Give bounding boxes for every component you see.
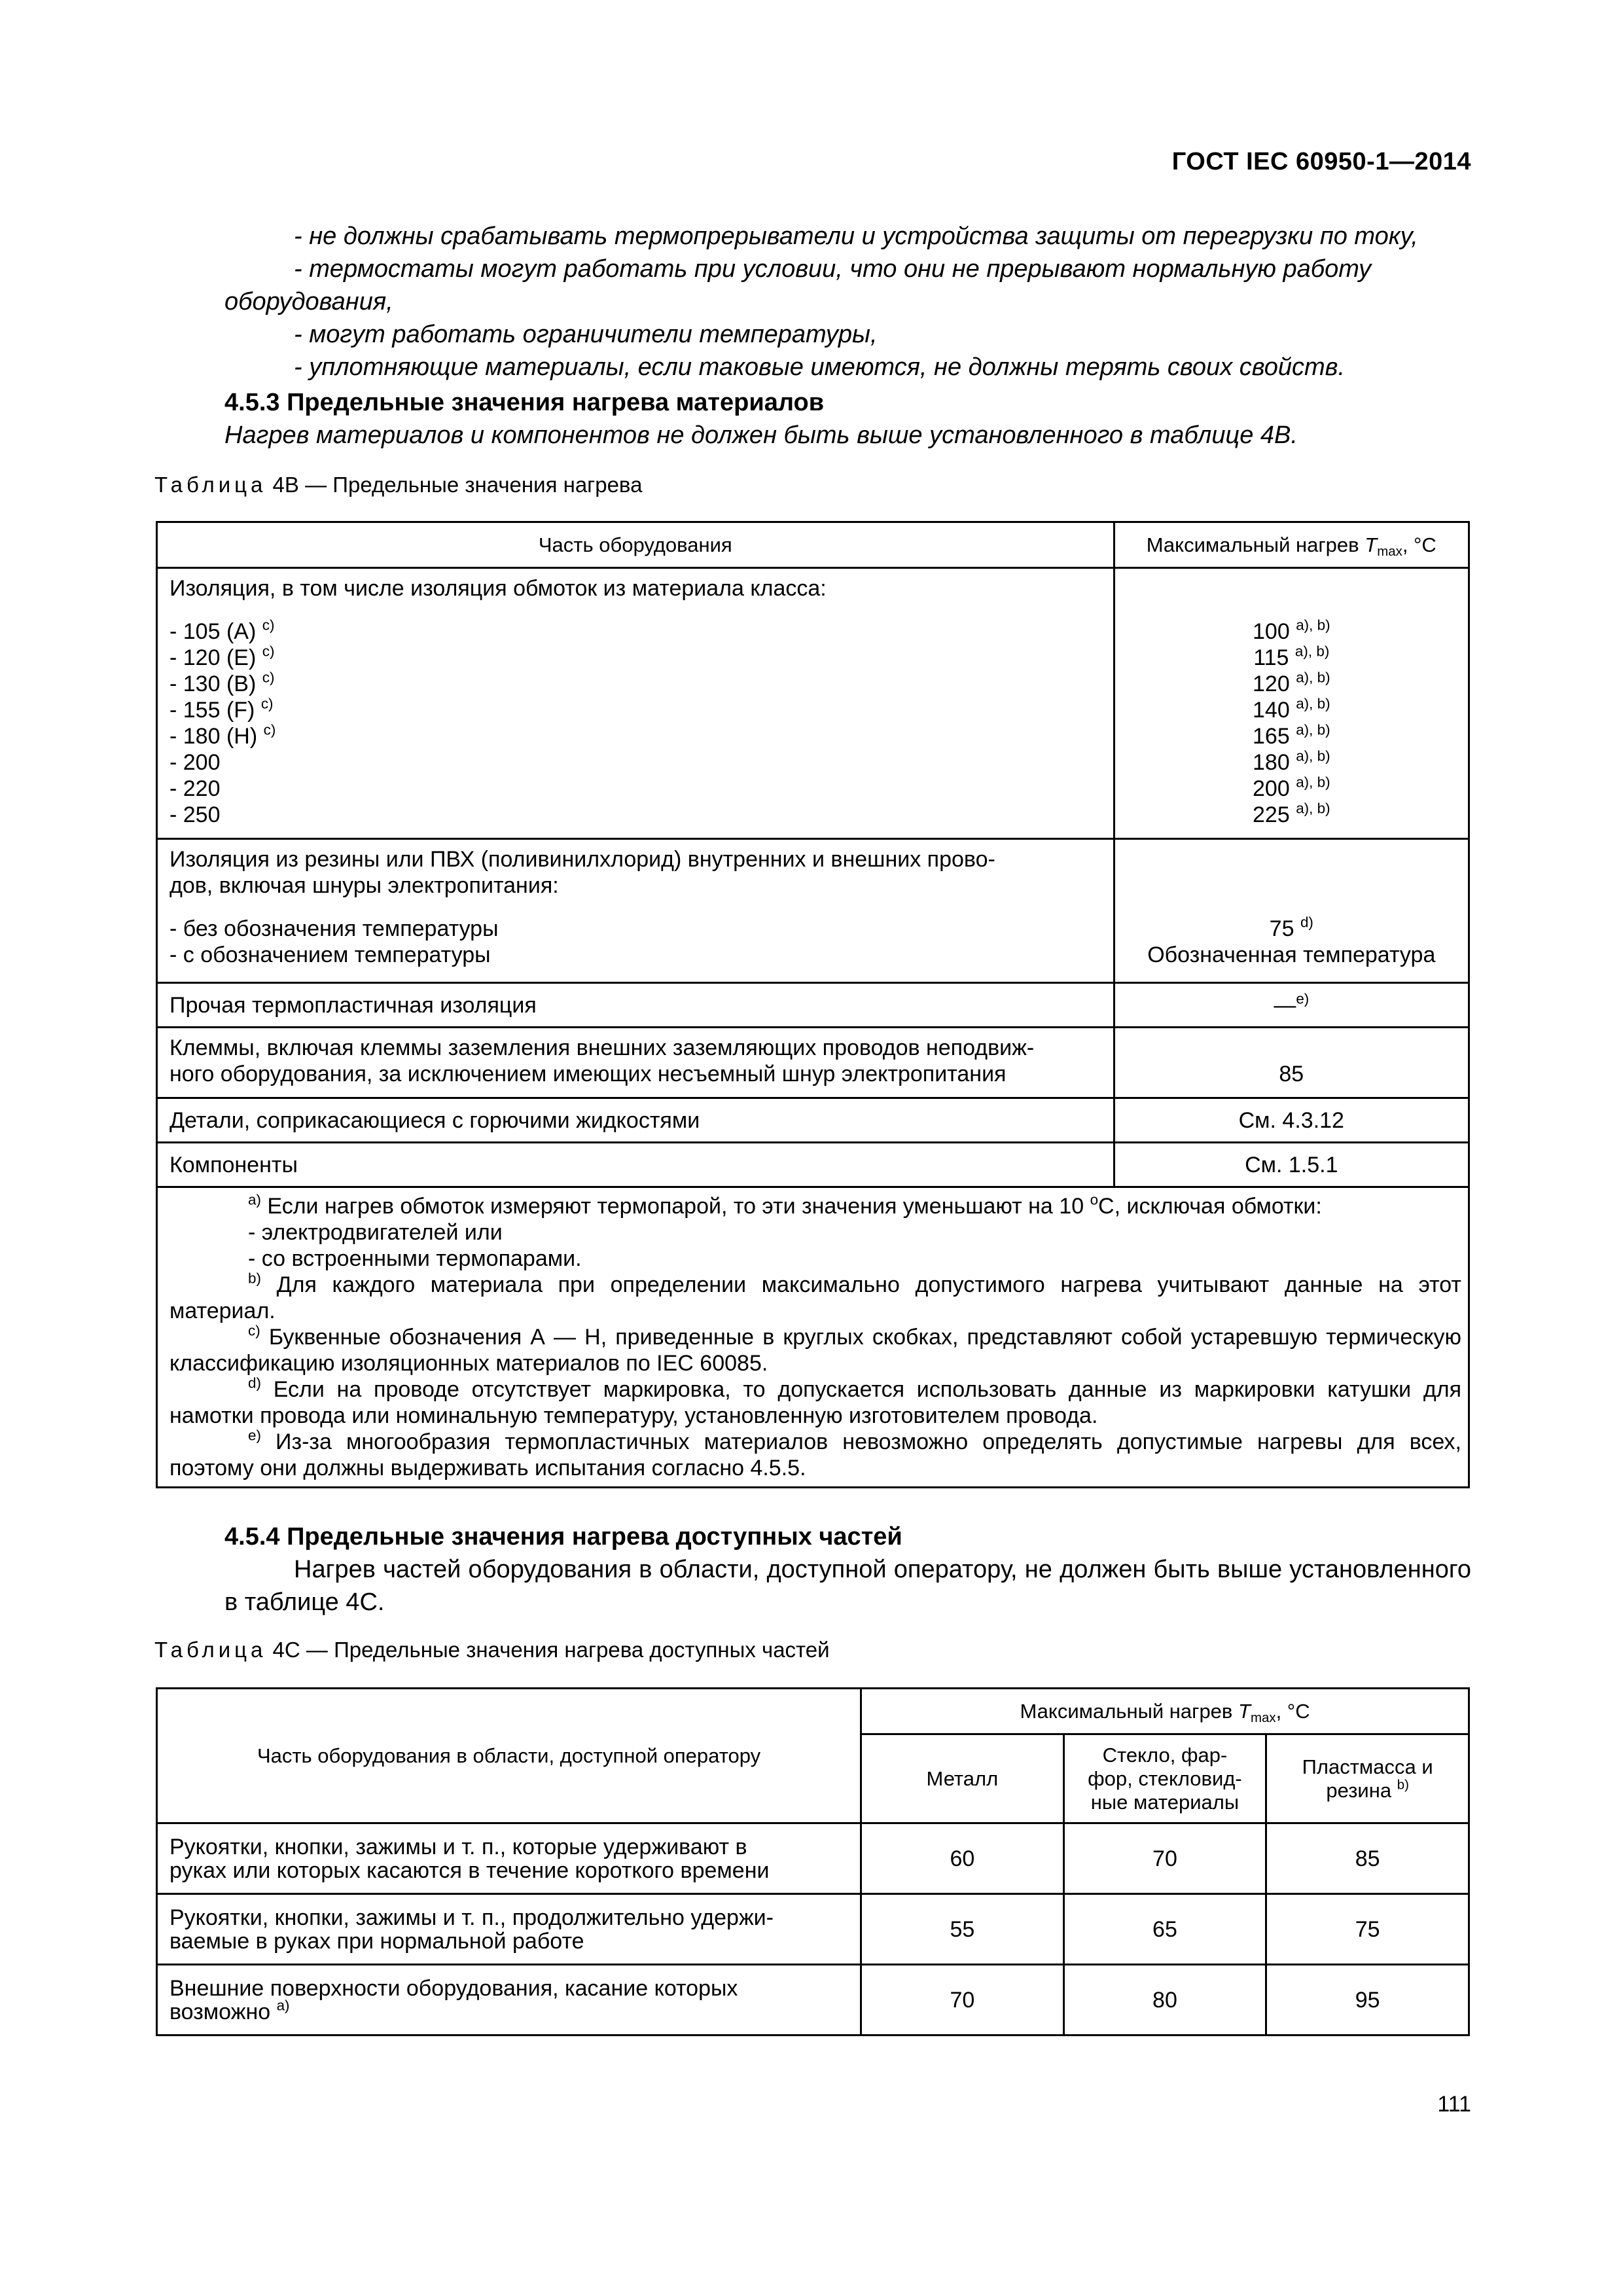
table-row: [157, 568, 1469, 839]
row-title: дов, включая шнуры электропитания:: [169, 873, 559, 898]
class-item: - 120 (E) $^{c)}$: [169, 643, 275, 670]
intro-list: [224, 220, 1471, 384]
column-header: Часть оборудования: [157, 522, 1115, 568]
column-group-header: Максимальный нагрев $T_{max}$, °C: [861, 1689, 1469, 1734]
cell-glass: 65: [1063, 1894, 1266, 1965]
caption-word: Таблица: [154, 1638, 267, 1662]
value: Обозначенная температура: [1147, 942, 1436, 967]
cell-insulation-values: [1114, 568, 1469, 839]
cell-insulation-classes: [157, 568, 1115, 839]
footnote-e: $^{e)}$ Из-за многообразия термопластичных материалов невозможно определять допустимые нагревы для всех, поэтому они должны выдерживать испытания согласно 4.5.5.: [169, 1427, 1461, 1480]
cell-plastic: 95: [1266, 1965, 1469, 2036]
table-row: [157, 1028, 1469, 1098]
table-row: [157, 839, 1469, 983]
footnote-b: $^{b)}$ Для каждого материала при определении максимально допустимого нагрева учитывают данные на этот материал.: [169, 1270, 1461, 1323]
class-item: - 155 (F) $^{c)}$: [169, 695, 274, 723]
table-row: [157, 1894, 1469, 1965]
section-4-5-4: [224, 1520, 1471, 1619]
cell-metal: 55: [861, 1894, 1064, 1965]
value: 75 $^{d)}$: [1269, 914, 1313, 941]
column-header: Максимальный нагрев $T_{max}$, °C: [1114, 522, 1469, 568]
cell-value: —$^{e)}$: [1114, 983, 1469, 1028]
table-row: [157, 983, 1469, 1028]
section-title: 4.5.4 Предельные значения нагрева доступных частей: [224, 1523, 902, 1551]
cell-metal: 60: [861, 1823, 1064, 1894]
class-item: - 200: [169, 750, 221, 775]
cell-metal: 70: [861, 1965, 1064, 2036]
class-item: - 220: [169, 776, 221, 801]
table-4b: [156, 521, 1470, 1488]
cell-label: Клеммы, включая клеммы заземления внешних заземляющих проводов неподвиж- ного оборудования, за исключением имеющих несъемный шнур электропитания: [157, 1028, 1115, 1098]
table-header-row: [157, 522, 1469, 568]
class-value: 225 $^{a), b)}$: [1253, 800, 1330, 827]
table-row: [157, 1965, 1469, 2036]
caption-text: 4В — Предельные значения нагрева: [266, 473, 643, 497]
row-title: Изоляция, в том числе изоляция обмоток из материала класса:: [169, 576, 827, 601]
cell-label: Внешние поверхности оборудования, касание которых возможно $^{a)}$: [157, 1965, 861, 2036]
class-item: - 250: [169, 802, 221, 827]
footnote-a: $^{a)}$ Если нагрев обмоток измеряют термопарой, то эти значения уменьшают на 10 $^o$С, исключая обмотки:: [248, 1191, 1322, 1219]
intro-item-cont: оборудования,: [224, 288, 393, 315]
class-item: - 105 (A) $^{c)}$: [169, 617, 275, 644]
class-value: 100 $^{a), b)}$: [1253, 617, 1330, 644]
table-footnotes: [157, 1187, 1469, 1488]
column-header: Металл: [861, 1734, 1064, 1823]
table-4b-caption: [154, 473, 642, 497]
footnote-d: $^{d)}$ Если на проводе отсутствует маркировка, то допускается использовать данные из маркировки катушки для намотки провода или номинальную температуру, установленную изготовителем провода.: [169, 1374, 1461, 1428]
row-title: Изоляция из резины или ПВХ (поливинилхлорид) внутренних и внешних прово-: [169, 847, 995, 872]
table-header-row: [157, 1689, 1469, 1734]
list-item: - с обозначением температуры: [169, 942, 491, 967]
caption-word: Таблица: [154, 473, 267, 497]
section-4-5-3: [224, 386, 1471, 452]
class-value: 120 $^{a), b)}$: [1253, 669, 1330, 696]
cell-label: Компоненты: [157, 1143, 1115, 1187]
page-number: 111: [1437, 2092, 1471, 2117]
class-value: 200 $^{a), b)}$: [1253, 774, 1330, 801]
footnote-c: $^{c)}$ Буквенные обозначения А — Н, приведенные в круглых скобках, представляют собой устаревшую термическую классификацию изоляционных материалов по IEC 60085.: [169, 1322, 1461, 1376]
intro-item: - термостаты могут работать при условии, что они не прерывают нормальную работу: [294, 255, 1372, 283]
cell-label: Рукоятки, кнопки, зажимы и т. п., которые удерживают в руках или которых касаются в течение короткого времени: [157, 1823, 861, 1894]
cell-value: См. 4.3.12: [1114, 1098, 1469, 1143]
cell-glass: 80: [1063, 1965, 1266, 2036]
section-text: Нагрев частей оборудования в области, доступной оператору, не должен быть выше установленного в таблице 4C.: [224, 1556, 1471, 1616]
table-footnotes-row: [157, 1187, 1469, 1488]
list-item: - без обозначения температуры: [169, 916, 499, 941]
cell-value: 85: [1114, 1028, 1469, 1098]
intro-item: - не должны срабатывать термопрерыватели и устройства защиты от перегрузки по току,: [294, 223, 1418, 250]
class-item: - 180 (H) $^{c)}$: [169, 721, 276, 749]
cell-rubber-pvc-values: [1114, 839, 1469, 983]
caption-text: 4C — Предельные значения нагрева доступных частей: [266, 1638, 830, 1662]
class-value: 165 $^{a), b)}$: [1253, 721, 1330, 749]
class-value: 180 $^{a), b)}$: [1253, 747, 1330, 775]
column-header: Стекло, фар- фор, стекловид- ные материалы: [1063, 1734, 1266, 1823]
section-title: 4.5.3 Предельные значения нагрева материалов: [224, 389, 825, 416]
cell-label: Рукоятки, кнопки, зажимы и т. п., продолжительно удержи- ваемые в руках при нормальной работе: [157, 1894, 861, 1965]
class-item: - 130 (B) $^{c)}$: [169, 669, 275, 696]
table-row: [157, 1143, 1469, 1187]
document-header: ГОСТ IEC 60950-1—2014: [1171, 148, 1471, 175]
class-list: [169, 619, 1101, 828]
cell-label: Детали, соприкасающиеся с горючими жидкостями: [157, 1098, 1115, 1143]
footnote-a-item: - электродвигателей или: [248, 1220, 503, 1245]
cell-label: Прочая термопластичная изоляция: [157, 983, 1115, 1028]
column-header: Пластмасса и резина $^{b)}$: [1266, 1734, 1469, 1823]
column-header: Часть оборудования в области, доступной оператору: [157, 1689, 861, 1823]
table-row: [157, 1098, 1469, 1143]
section-text: Нагрев материалов и компонентов не должен быть выше установленного в таблице 4В.: [224, 422, 1298, 449]
table-4c-caption: [154, 1638, 830, 1662]
intro-item: - уплотняющие материалы, если таковые имеются, не должны терять своих свойств.: [294, 353, 1346, 381]
table-4c: [156, 1687, 1470, 2036]
cell-value: См. 1.5.1: [1114, 1143, 1469, 1187]
footnote-a-item: - со встроенными термопарами.: [248, 1246, 582, 1271]
value-list: [1127, 619, 1456, 828]
cell-plastic: 75: [1266, 1894, 1469, 1965]
class-value: 140 $^{a), b)}$: [1253, 695, 1330, 723]
intro-item: - могут работать ограничители температуры,: [294, 321, 878, 348]
cell-rubber-pvc: [157, 839, 1115, 983]
cell-plastic: 85: [1266, 1823, 1469, 1894]
table-row: [157, 1823, 1469, 1894]
cell-glass: 70: [1063, 1823, 1266, 1894]
class-value: 115 $^{a), b)}$: [1253, 643, 1330, 670]
